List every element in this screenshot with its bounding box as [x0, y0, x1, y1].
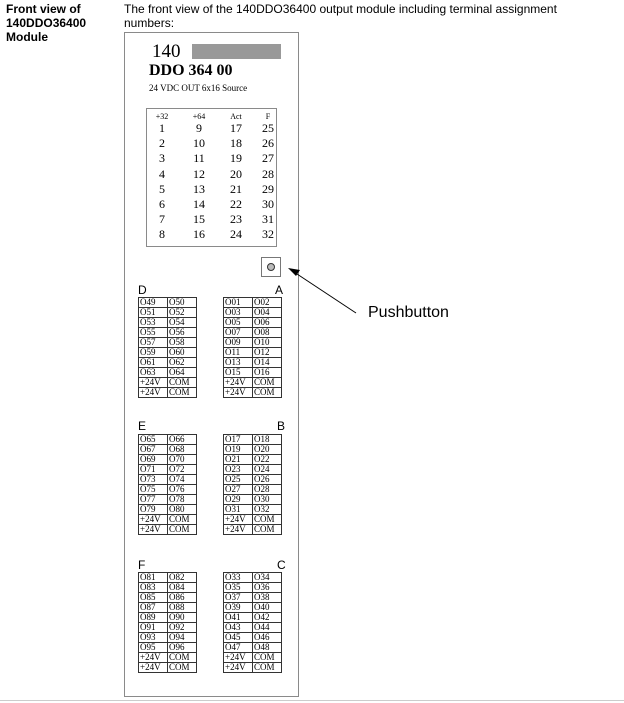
terminal-label: O08 [253, 328, 282, 338]
terminal-label: O37 [224, 593, 253, 603]
terminal-label: O13 [224, 358, 253, 368]
terminal-label: O68 [168, 445, 197, 455]
terminal-label: O63 [139, 368, 168, 378]
led-column-header: F [265, 112, 271, 121]
terminal-label: O49 [139, 298, 168, 308]
terminal-label: O23 [224, 465, 253, 475]
led-indicator: 1 [159, 121, 165, 135]
group-letter-d: D [138, 283, 147, 297]
terminal-label: +24V [224, 515, 253, 525]
side-title: Front view of 140DDO36400 Module [6, 2, 87, 44]
terminal-label: O44 [253, 623, 282, 633]
terminal-label: O26 [253, 475, 282, 485]
led-indicator: 23 [230, 212, 242, 227]
led-indicator: 4 [159, 166, 165, 181]
terminal-label: O81 [139, 573, 168, 583]
terminal-label: O92 [168, 623, 197, 633]
terminal-label: COM [253, 653, 282, 663]
terminal-label: O53 [139, 318, 168, 328]
terminal-label: O69 [139, 455, 168, 465]
terminal-label: O55 [139, 328, 168, 338]
led-indicator: 14 [193, 197, 205, 212]
led-indicator: 24 [230, 227, 242, 242]
terminal-label: +24V [139, 515, 168, 525]
terminal-label: O54 [168, 318, 197, 328]
terminal-label: COM [253, 388, 282, 398]
terminal-label: O86 [168, 593, 197, 603]
terminal-label: O85 [139, 593, 168, 603]
caption: The front view of the 140DDO36400 output module including terminal assignment numbers: [124, 2, 557, 30]
terminal-label: O32 [253, 505, 282, 515]
terminal-label: O11 [224, 348, 253, 358]
led-indicator: 26 [262, 136, 274, 151]
led-indicator: 18 [230, 136, 242, 151]
terminal-label: O29 [224, 495, 253, 505]
group-letter-c: C [277, 558, 286, 572]
led-column-header: +32 [155, 112, 169, 121]
terminal-label: COM [168, 663, 197, 673]
terminal-label: O71 [139, 465, 168, 475]
led-indicator: 8 [159, 227, 165, 242]
terminal-label: O83 [139, 583, 168, 593]
led-indicator: 25 [262, 121, 274, 135]
led-indicator: 5 [159, 181, 165, 196]
terminal-label: COM [168, 653, 197, 663]
terminal-label: O64 [168, 368, 197, 378]
led-indicator: 10 [193, 136, 205, 151]
pushbutton-label: Pushbutton [368, 304, 449, 321]
group-letter-f: F [138, 558, 146, 572]
terminal-label: O10 [253, 338, 282, 348]
terminal-label: COM [253, 663, 282, 673]
led-indicator: 29 [262, 181, 274, 196]
terminal-label: +24V [139, 653, 168, 663]
terminal-label: O19 [224, 445, 253, 455]
terminal-label: O21 [224, 455, 253, 465]
terminal-label: O24 [253, 465, 282, 475]
terminal-label: COM [168, 515, 197, 525]
terminal-label: +24V [224, 663, 253, 673]
terminal-label: O36 [253, 583, 282, 593]
terminal-label: O38 [253, 593, 282, 603]
terminal-label: O34 [253, 573, 282, 583]
led-indicator: 21 [230, 181, 242, 196]
terminal-label: O43 [224, 623, 253, 633]
terminal-label: O57 [139, 338, 168, 348]
led-indicator: 13 [193, 181, 205, 196]
led-indicator: 19 [230, 151, 242, 166]
led-indicator: 28 [262, 166, 274, 181]
terminal-label: O31 [224, 505, 253, 515]
led-column-header: Act [230, 112, 242, 121]
led-indicator: 22 [230, 197, 242, 212]
led-indicator: 32 [262, 227, 274, 242]
led-indicator: 20 [230, 166, 242, 181]
terminal-label: O82 [168, 573, 197, 583]
terminal-label: O28 [253, 485, 282, 495]
terminal-label: O12 [253, 348, 282, 358]
terminal-label: COM [168, 388, 197, 398]
terminal-label: O25 [224, 475, 253, 485]
terminal-label: COM [253, 515, 282, 525]
led-indicator: 3 [159, 151, 165, 166]
terminal-label: O48 [253, 643, 282, 653]
terminal-label: O67 [139, 445, 168, 455]
terminal-label: O62 [168, 358, 197, 368]
terminal-label: COM [168, 525, 197, 535]
terminal-label: O58 [168, 338, 197, 348]
terminal-label: O87 [139, 603, 168, 613]
terminal-label: O20 [253, 445, 282, 455]
terminal-label: O02 [253, 298, 282, 308]
terminal-label: O18 [253, 435, 282, 445]
terminal-label: O45 [224, 633, 253, 643]
terminal-label: O39 [224, 603, 253, 613]
terminal-label: +24V [224, 653, 253, 663]
terminal-label: O51 [139, 308, 168, 318]
terminal-label: +24V [224, 525, 253, 535]
group-letter-a: A [275, 283, 284, 297]
terminal-label: O46 [253, 633, 282, 643]
terminal-label: O89 [139, 613, 168, 623]
terminal-label: COM [253, 525, 282, 535]
terminal-label: O09 [224, 338, 253, 348]
terminal-label: O22 [253, 455, 282, 465]
terminal-label: O47 [224, 643, 253, 653]
terminal-label: O75 [139, 485, 168, 495]
terminal-label: O14 [253, 358, 282, 368]
terminal-label: O40 [253, 603, 282, 613]
terminal-label: COM [168, 378, 197, 388]
terminal-label: O65 [139, 435, 168, 445]
terminal-label: O61 [139, 358, 168, 368]
terminal-label: O04 [253, 308, 282, 318]
terminal-label: O33 [224, 573, 253, 583]
terminal-label: O07 [224, 328, 253, 338]
group-letter-b: B [277, 419, 286, 433]
led-indicator: 11 [193, 151, 205, 166]
terminal-label: O52 [168, 308, 197, 318]
terminal-label: O30 [253, 495, 282, 505]
terminal-label: +24V [139, 663, 168, 673]
terminal-label: O56 [168, 328, 197, 338]
terminal-label: O91 [139, 623, 168, 633]
led-indicator: 15 [193, 212, 205, 227]
module-name: DDO 364 00 [149, 62, 233, 79]
terminal-label: O90 [168, 613, 197, 623]
terminal-label: O76 [168, 485, 197, 495]
terminal-label: O73 [139, 475, 168, 485]
terminal-label: O96 [168, 643, 197, 653]
terminal-label: O77 [139, 495, 168, 505]
terminal-label: O93 [139, 633, 168, 643]
led-indicator: 16 [193, 227, 205, 242]
led-indicator: 9 [196, 121, 202, 135]
terminal-label: O72 [168, 465, 197, 475]
terminal-label: O66 [168, 435, 197, 445]
terminal-label: O79 [139, 505, 168, 515]
terminal-label: O35 [224, 583, 253, 593]
terminal-label: O15 [224, 368, 253, 378]
led-indicator: 12 [193, 166, 205, 181]
terminal-label: O16 [253, 368, 282, 378]
terminal-label: O84 [168, 583, 197, 593]
terminal-label: O27 [224, 485, 253, 495]
terminal-label: O78 [168, 495, 197, 505]
terminal-label: O88 [168, 603, 197, 613]
led-indicator: 7 [159, 212, 165, 227]
terminal-label: O60 [168, 348, 197, 358]
terminal-label: O42 [253, 613, 282, 623]
terminal-label: O05 [224, 318, 253, 328]
led-indicator: 6 [159, 197, 165, 212]
module-part-prefix: 140 [152, 41, 181, 62]
terminal-label: O74 [168, 475, 197, 485]
terminal-label: O06 [253, 318, 282, 328]
terminal-label: O17 [224, 435, 253, 445]
bottom-divider [0, 700, 624, 701]
terminal-label: O50 [168, 298, 197, 308]
terminal-label: O03 [224, 308, 253, 318]
terminal-label: O70 [168, 455, 197, 465]
module-subtitle: 24 VDC OUT 6x16 Source [149, 83, 248, 93]
terminal-label: O59 [139, 348, 168, 358]
led-indicator: 27 [262, 151, 274, 166]
terminal-label: +24V [139, 388, 168, 398]
terminal-label: +24V [139, 525, 168, 535]
terminal-label: O80 [168, 505, 197, 515]
terminal-label: O95 [139, 643, 168, 653]
led-indicator: 17 [230, 121, 242, 135]
led-column-header: +64 [192, 112, 206, 121]
group-letter-e: E [138, 419, 147, 433]
terminal-label: COM [253, 378, 282, 388]
terminal-label: +24V [224, 378, 253, 388]
terminal-label: +24V [224, 388, 253, 398]
terminal-label: +24V [139, 378, 168, 388]
led-indicator: 30 [262, 197, 274, 212]
led-indicator: 31 [262, 212, 274, 227]
terminal-label: O01 [224, 298, 253, 308]
terminal-label: O41 [224, 613, 253, 623]
led-indicator: 2 [159, 136, 165, 151]
terminal-label: O94 [168, 633, 197, 643]
